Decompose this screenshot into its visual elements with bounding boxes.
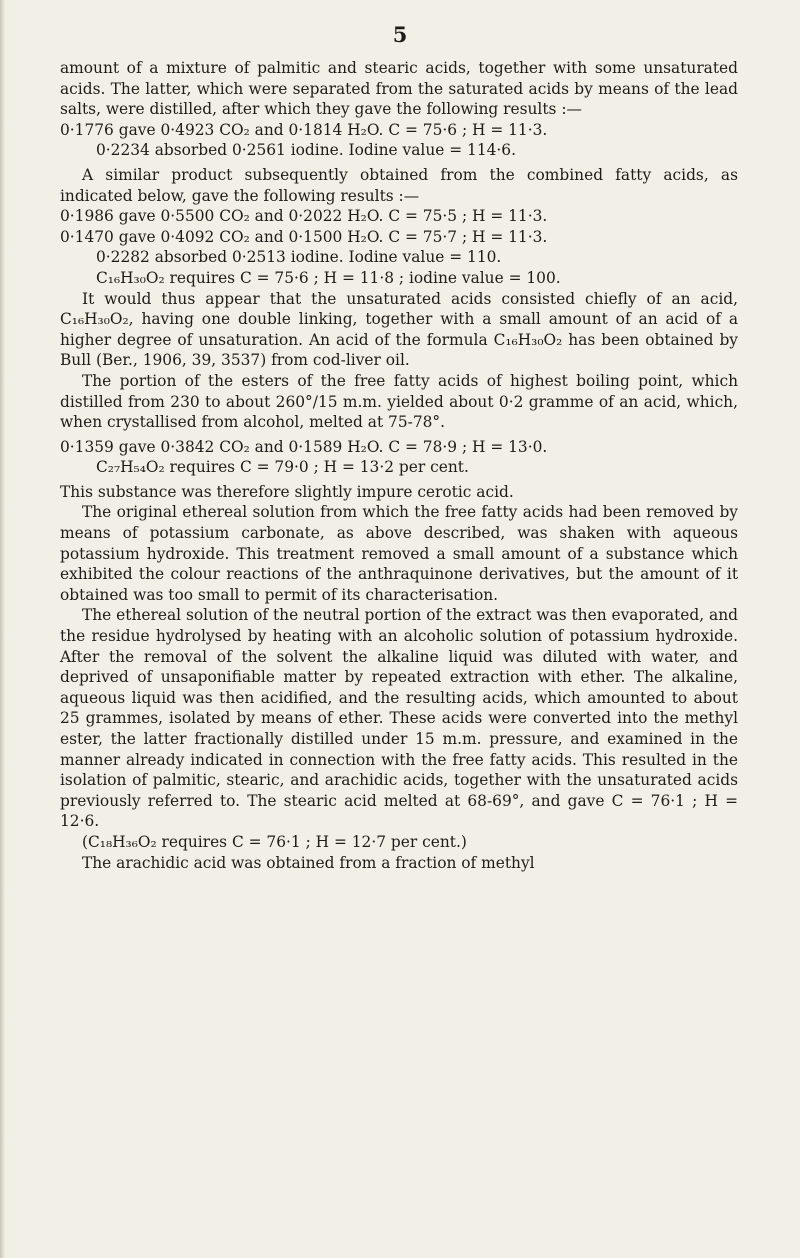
result-line-9: (C₁₈H₃₆O₂ requires C = 76·1 ; H = 12·7 per cent.) bbox=[82, 832, 467, 851]
result-line-5: 0·2282 absorbed 0·2513 iodine. Iodine value = 110. bbox=[96, 248, 502, 267]
result-line-1: 0·1776 gave 0·4923 CO₂ and 0·1814 H₂O. C = 75·6 ; H = 11·3. bbox=[60, 120, 548, 139]
paragraph-1: amount of a mixture of palmitic and stearic acids, together with some unsaturated acids. The latter, which were separated from the saturated acids by means of the lead salts, were distilled, after which they gave the following results :— bbox=[60, 59, 738, 119]
page-number: 5 bbox=[392, 22, 408, 47]
paragraph-3: It would thus appear that the unsaturated acids consisted chiefly of an acid, C₁₆H₃₀O₂, having one double linking, together with a small amount of an acid of a higher degree of unsaturation. An acid of the formula C₁₆H₃₀O₂ has been obtained by Bull (Ber., 1906, 39, 3537) from cod-liver oil. bbox=[60, 289, 738, 370]
result-line-3: 0·1986 gave 0·5500 CO₂ and 0·2022 H₂O. C = 75·5 ; H = 11·3. bbox=[60, 207, 548, 226]
paragraph-5: This substance was therefore slightly impure cerotic acid. bbox=[60, 482, 514, 501]
paragraph-2: A similar product subsequently obtained from the combined fatty acids, as indicated below, gave the following results :— bbox=[60, 165, 738, 205]
paragraph-7: The ethereal solution of the neutral portion of the extract was then evaporated, and the residue hydrolysed by heating with an alcoholic solution of potassium hydroxide. After the removal of the solvent the alkaline liquid was diluted with water, and deprived of unsaponifiable matter by repeated extraction with ether. The alkaline, aqueous liquid was then acidified, and the resulting acids, which amounted to about 25 grammes, isolated by means of ether. These acids were converted into the methyl ester, the latter fractionally distilled under 15 m.m. pressure, and examined in the manner already indicated in connection with the free fatty acids. This resulted in the isolation of palmitic, stearic, and arachidic acids, together with the unsaturated acids previously referred to. The stearic acid melted at 68-69°, and gave C = 76·1 ; H = 12·6. bbox=[60, 606, 738, 831]
result-line-7: 0·1359 gave 0·3842 CO₂ and 0·1589 H₂O. C = 78·9 ; H = 13·0. bbox=[60, 437, 548, 456]
paragraph-6: The original ethereal solution from which the free fatty acids had been removed by means of potassium carbonate, as above described, was shaken with aqueous potassium hydroxide. This treatment removed a small amount of a substance which exhibited the colour reactions of the anthraquinone derivatives, but the amount of it obtained was too small to permit of its characterisation. bbox=[60, 503, 738, 604]
result-line-6: C₁₆H₃₀O₂ requires C = 75·6 ; H = 11·8 ; iodine value = 100. bbox=[96, 268, 561, 287]
page-body bbox=[60, 58, 738, 873]
paragraph-4: The portion of the esters of the free fatty acids of highest boiling point, which distilled from 230 to about 260°/15 m.m. yielded about 0·2 gramme of an acid, which, when crystallised from alcohol, melted at 75-78°. bbox=[60, 371, 738, 432]
result-line-2: 0·2234 absorbed 0·2561 iodine. Iodine value = 114·6. bbox=[96, 141, 516, 160]
result-line-4: 0·1470 gave 0·4092 CO₂ and 0·1500 H₂O. C = 75·7 ; H = 11·3. bbox=[60, 227, 548, 246]
page-edge-shadow bbox=[0, 0, 5, 1258]
paragraph-8: The arachidic acid was obtained from a fraction of methyl bbox=[82, 853, 535, 872]
result-line-8: C₂₇H₅₄O₂ requires C = 79·0 ; H = 13·2 per cent. bbox=[96, 458, 469, 477]
